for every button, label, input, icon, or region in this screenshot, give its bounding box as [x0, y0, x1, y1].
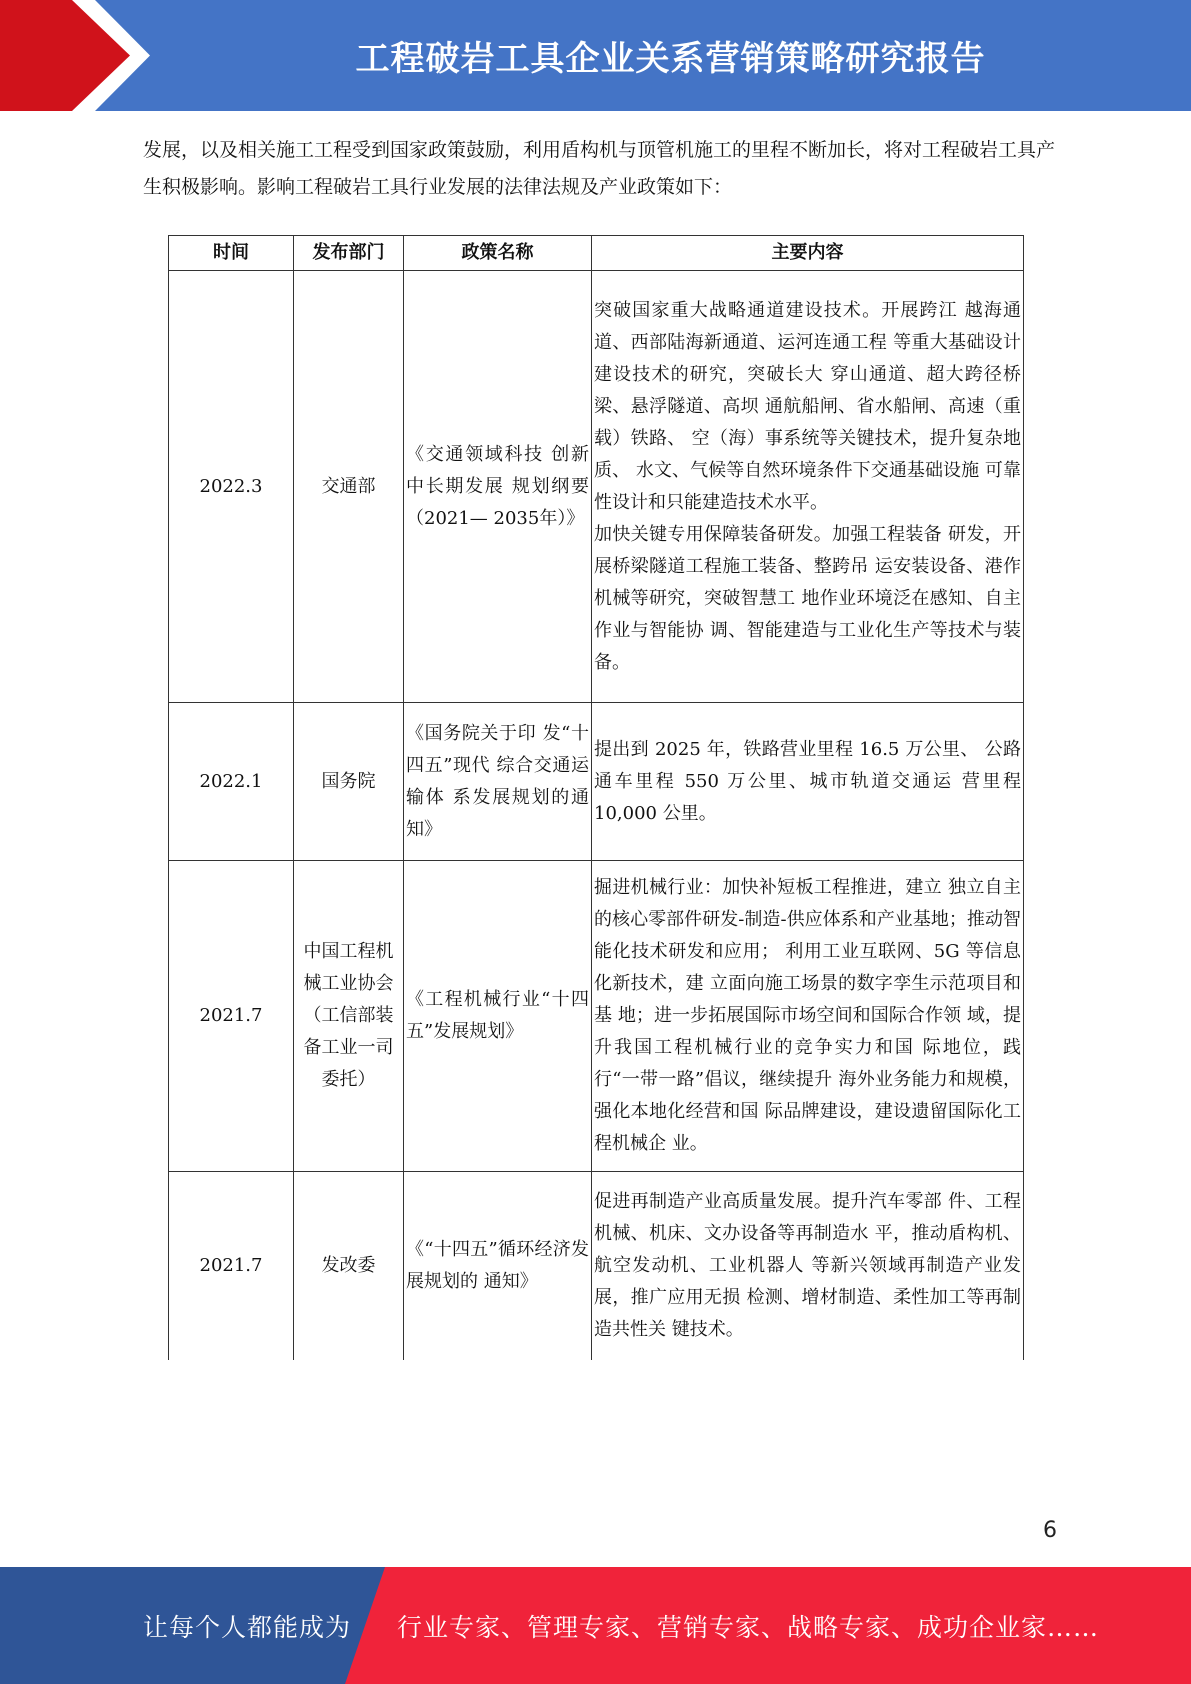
intro-paragraph: 发展，以及相关施工工程受到国家政策鼓励，利用盾构机与顶管机施工的里程不断加长，将对工程破岩工具产生积极影响。影响工程破岩工具行业发展的法律法规及产业政策如下：	[143, 139, 1056, 198]
cell-dept: 国务院	[294, 703, 404, 861]
table-row	[169, 1172, 1024, 1360]
header-policy-name: 政策名称	[404, 236, 592, 271]
table-row	[169, 271, 1024, 703]
policy-table	[168, 235, 1024, 1360]
cell-time: 2022.1	[169, 703, 294, 861]
report-title: 工程破岩工具企业关系营销策略研究报告	[355, 39, 986, 79]
page-number: 6	[1043, 1518, 1057, 1543]
table-header-row	[169, 236, 1024, 271]
cell-policy-name: 《工程机械行业“十四五”发展规划》	[404, 861, 592, 1172]
header-dept: 发布部门	[294, 236, 404, 271]
content-paragraph: 突破国家重大战略通道建设技术。开展跨江 越海通道、西部陆海新通道、运河连通工程 等重大基础设计建设技术的研究，突破长大 穿山通道、超大跨径桥梁、悬浮隧道、高坝 通航船闸、省水船闸、高速（重载）铁路、 空（海）事系统等关键技术，提升复杂地质、 水文、气候等自然环境条件下交通基础设施 可靠性设计和只能建造技术水平。	[594, 299, 1021, 513]
cell-main-content	[592, 861, 1024, 1172]
content-paragraph: 提出到 2025 年，铁路营业里程 16.5 万公里、 公路通车里程 550 万公里、城市轨道交通运 营里程 10,000 公里。	[594, 738, 1021, 824]
cell-policy-name: 《“十四五”循环经济发展规划的 通知》	[404, 1172, 592, 1360]
page-footer	[0, 1567, 1191, 1684]
header-time: 时间	[169, 236, 294, 271]
cell-main-content	[592, 271, 1024, 703]
cell-time: 2021.7	[169, 861, 294, 1172]
cell-dept: 中国工程机械工业协会（工信部装备工业一司委托）	[294, 861, 404, 1172]
cell-policy-name: 《国务院关于印 发“十四五”现代 综合交通运输体 系发展规划的通 知》	[404, 703, 592, 861]
cell-main-content	[592, 1172, 1024, 1360]
cell-main-content	[592, 703, 1024, 861]
table-row	[169, 703, 1024, 861]
cell-time: 2022.3	[169, 271, 294, 703]
header-main-content: 主要内容	[592, 236, 1024, 271]
page-header	[0, 0, 1191, 111]
header-arrow-decoration	[0, 0, 160, 111]
content-paragraph: 加快关键专用保障装备研发。加强工程装备 研发，开展桥梁隧道工程施工装备、整跨吊 运安装设备、港作机械等研究，突破智慧工 地作业环境泛在感知、自主作业与智能协 调、智能建造与工业化生产等技术与装备。	[594, 523, 1021, 673]
cell-dept: 发改委	[294, 1172, 404, 1360]
content-paragraph: 促进再制造产业高质量发展。提升汽车零部 件、工程机械、机床、文办设备等再制造水 平，推动盾构机、航空发动机、工业机器人 等新兴领域再制造产业发展，推广应用无损 检测、增材制造、柔性加工等再制造共性关 键技术。	[594, 1190, 1021, 1340]
content-paragraph: 掘进机械行业：加快补短板工程推进，建立 独立自主的核心零部件研发-制造-供应体系和产业基地；推动智能化技术研发和应用； 利用工业互联网、5G 等信息化新技术，建 立面向施工场景的数字孪生示范项目和基 地；进一步拓展国际市场空间和国际合作领 域，提升我国工程机械行业的竞争实力和国 际地位，践行“一带一路”倡议，继续提升 海外业务能力和规模，强化本地化经营和国 际品牌建设，建设遗留国际化工程机械企 业。	[594, 877, 1021, 1154]
cell-policy-name: 《交通领域科技 创新中长期发展 规划纲要（2021— 2035年）》	[404, 271, 592, 703]
cell-dept: 交通部	[294, 271, 404, 703]
footer-slogan-right: 行业专家、管理专家、营销专家、战略专家、成功企业家……	[397, 1612, 1100, 1642]
footer-slogan-left: 让每个人都能成为	[143, 1612, 352, 1642]
table-row	[169, 861, 1024, 1172]
cell-time: 2021.7	[169, 1172, 294, 1360]
